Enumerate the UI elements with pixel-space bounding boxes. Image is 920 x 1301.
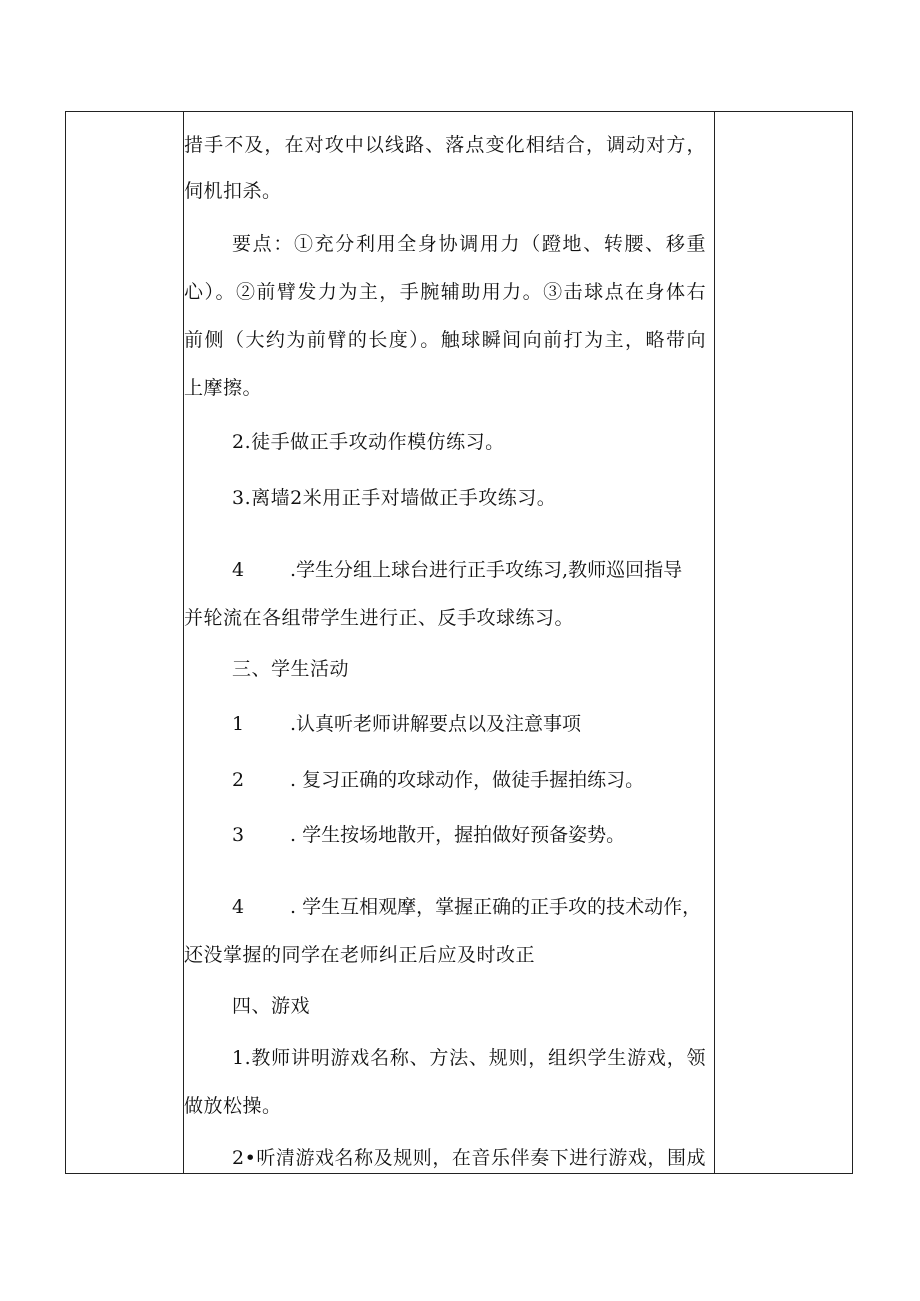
table-left-column bbox=[66, 112, 184, 1173]
game-item: 2•听清游戏名称及规则，在音乐伴奏下进行游戏，围成 bbox=[232, 1147, 706, 1169]
activity-text: . 学生按场地散开，握拍做好预备姿势。 bbox=[290, 824, 626, 846]
activity-text: . 学生互相观摩，掌握正确的正手攻的技术动作， bbox=[290, 896, 702, 918]
activity-item bbox=[232, 712, 581, 736]
table-content-column bbox=[184, 112, 716, 1173]
table-right-column bbox=[714, 112, 852, 1173]
section-title: 四、游戏 bbox=[232, 995, 311, 1017]
key-points-line: 前侧（大约为前臂的长度）。触球瞬间向前打为主，略带向 bbox=[184, 329, 706, 351]
game-item: 1.教师讲明游戏名称、方法、规则，组织学生游戏，领 bbox=[232, 1047, 706, 1069]
section-title: 三、学生活动 bbox=[232, 658, 350, 680]
activity-item bbox=[232, 823, 625, 847]
paragraph-line: 措手不及，在对攻中以线路、落点变化相结合，调动对方， bbox=[184, 134, 706, 156]
activity-number: 1 bbox=[232, 713, 245, 735]
activity-item bbox=[232, 768, 644, 792]
step-item-continuation: 并轮流在各组带学生进行正、反手攻球练习。 bbox=[184, 607, 575, 629]
step-item: 2.徒手做正手攻动作模仿练习。 bbox=[232, 431, 505, 453]
step-text: .学生分组上球台进行正手攻练习,教师巡回指导 bbox=[290, 559, 683, 581]
activity-number: 3 bbox=[232, 824, 245, 846]
key-points-line: 要点：①充分利用全身协调用力（蹬地、转腰、移重 bbox=[232, 233, 706, 255]
activity-item-continuation: 还没掌握的同学在老师纠正后应及时改正 bbox=[184, 944, 536, 966]
step-item bbox=[232, 558, 682, 582]
lesson-table bbox=[65, 111, 853, 1174]
game-item-continuation: 做放松操。 bbox=[184, 1095, 282, 1117]
activity-number: 4 bbox=[232, 896, 245, 918]
activity-number: 2 bbox=[232, 769, 245, 791]
activity-text: .认真听老师讲解要点以及注意事项 bbox=[290, 713, 582, 735]
step-item: 3.离墙2米用正手对墙做正手攻练习。 bbox=[232, 487, 557, 509]
key-points-line: 上摩擦。 bbox=[184, 377, 263, 399]
key-points-line: 心）。②前臂发力为主，手腕辅助用力。③击球点在身体右 bbox=[184, 281, 706, 303]
paragraph-line: 伺机扣杀。 bbox=[184, 180, 282, 202]
activity-item bbox=[232, 895, 701, 919]
activity-text: . 复习正确的攻球动作，做徒手握拍练习。 bbox=[290, 769, 645, 791]
step-number: 4 bbox=[232, 559, 245, 581]
